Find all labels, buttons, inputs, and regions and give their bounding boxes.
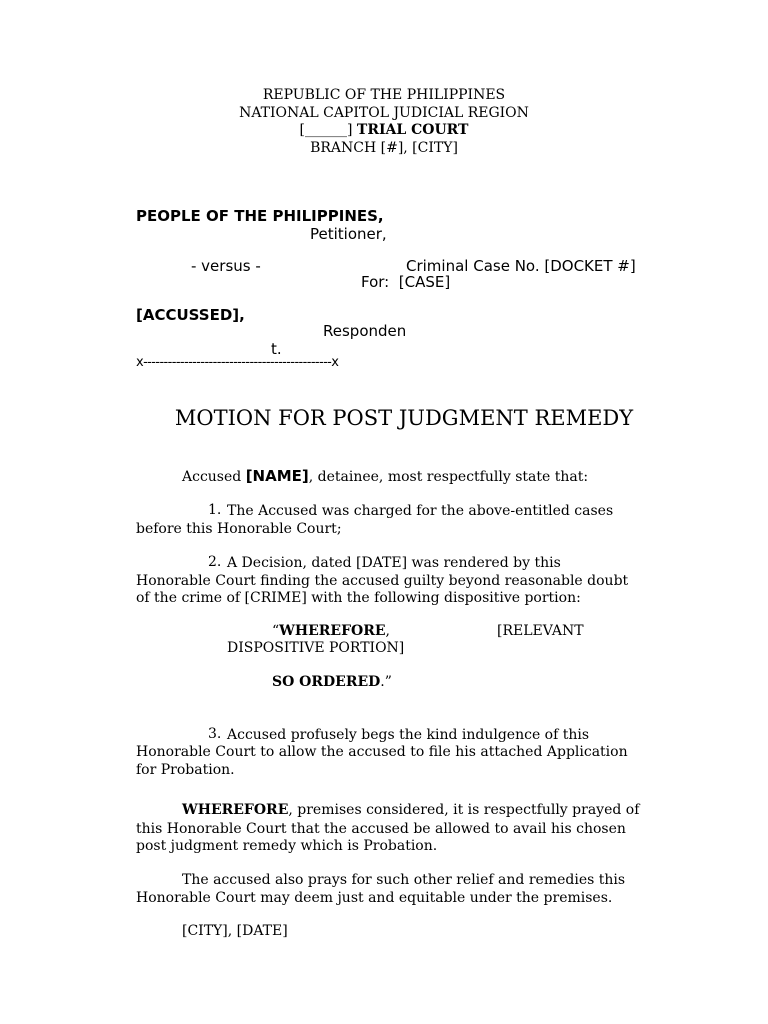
case-for-label: For: xyxy=(361,273,390,291)
item-3-line-3: for Probation. xyxy=(136,762,235,778)
item-3-number: 3. xyxy=(208,726,222,742)
quote-wherefore-word: WHEREFORE xyxy=(279,623,386,639)
plaintiff-role: Petitioner, xyxy=(310,225,387,243)
item-2-line-1: A Decision, dated [DATE] was rendered by this xyxy=(227,555,561,571)
trial-court-label: TRIAL COURT xyxy=(356,122,469,138)
respondent-role-part1: Responden xyxy=(323,322,407,340)
court-header-branch: BRANCH [#], [CITY] xyxy=(310,140,458,156)
prayer-line-1-rest: , premises considered, it is respectfully prayed of xyxy=(288,802,640,818)
item-2-line-2: Honorable Court finding the accused guilty beyond reasonable doubt xyxy=(136,573,629,589)
plaintiff-name: PEOPLE OF THE PHILIPPINES, xyxy=(136,207,384,225)
quote-wherefore xyxy=(272,623,390,639)
court-header-republic: REPUBLIC OF THE PHILIPPINES xyxy=(262,87,506,103)
item-2-number: 2. xyxy=(208,554,222,570)
quote-comma: , xyxy=(385,623,390,639)
relief-line-2: Honorable Court may deem just and equitable under the premises. xyxy=(136,890,613,906)
close-quote: .” xyxy=(380,674,392,690)
document-title: MOTION FOR POST JUDGMENT REMEDY xyxy=(174,406,634,430)
place-and-date: [CITY], [DATE] xyxy=(182,923,288,939)
item-1-number: 1. xyxy=(208,502,222,518)
quote-dispositive-portion: DISPOSITIVE PORTION] xyxy=(227,640,405,656)
item-1-line-2: before this Honorable Court; xyxy=(136,521,342,537)
prayer-line-2: this Honorable Court that the accused be allowed to avail his chosen xyxy=(136,821,626,837)
relief-line-1: The accused also prays for such other relief and remedies this xyxy=(182,872,626,888)
item-3-line-1: Accused profusely begs the kind indulgence of this xyxy=(227,727,590,743)
open-quote: “ xyxy=(272,623,280,639)
court-header-trial-court xyxy=(0,122,768,138)
caption-separator: x----------------------------------------------x xyxy=(136,355,339,370)
criminal-case-number: Criminal Case No. [DOCKET #] xyxy=(406,257,636,275)
court-name-blank: [______] xyxy=(299,122,353,138)
quote-so-ordered xyxy=(272,674,392,690)
intro-accused: Accused xyxy=(182,469,242,485)
respondent-role-part2: t. xyxy=(271,340,282,358)
item-3-line-2: Honorable Court to allow the accused to file his attached Application xyxy=(136,744,628,760)
so-ordered-word: SO ORDERED xyxy=(272,674,381,690)
case-for-value: [CASE] xyxy=(398,273,451,291)
accused-name: [ACCUSSED], xyxy=(136,306,245,324)
case-for-row xyxy=(361,273,450,291)
court-header-region: NATIONAL CAPITOL JUDICIAL REGION xyxy=(239,105,529,121)
accused-name-placeholder: [NAME] xyxy=(245,467,309,485)
prayer-line-3: post judgment remedy which is Probation. xyxy=(136,838,438,854)
quote-relevant: [RELEVANT xyxy=(497,623,584,639)
item-2-line-3: of the crime of [CRIME] with the following dispositive portion: xyxy=(136,590,581,606)
item-1-line-1: The Accused was charged for the above-entitled cases xyxy=(227,503,614,519)
prayer-line-1 xyxy=(182,802,639,818)
versus-label: - versus - xyxy=(191,257,261,275)
prayer-wherefore-word: WHEREFORE xyxy=(182,802,289,818)
intro-rest: , detainee, most respectfully state that: xyxy=(308,469,589,485)
intro-paragraph xyxy=(182,467,588,485)
